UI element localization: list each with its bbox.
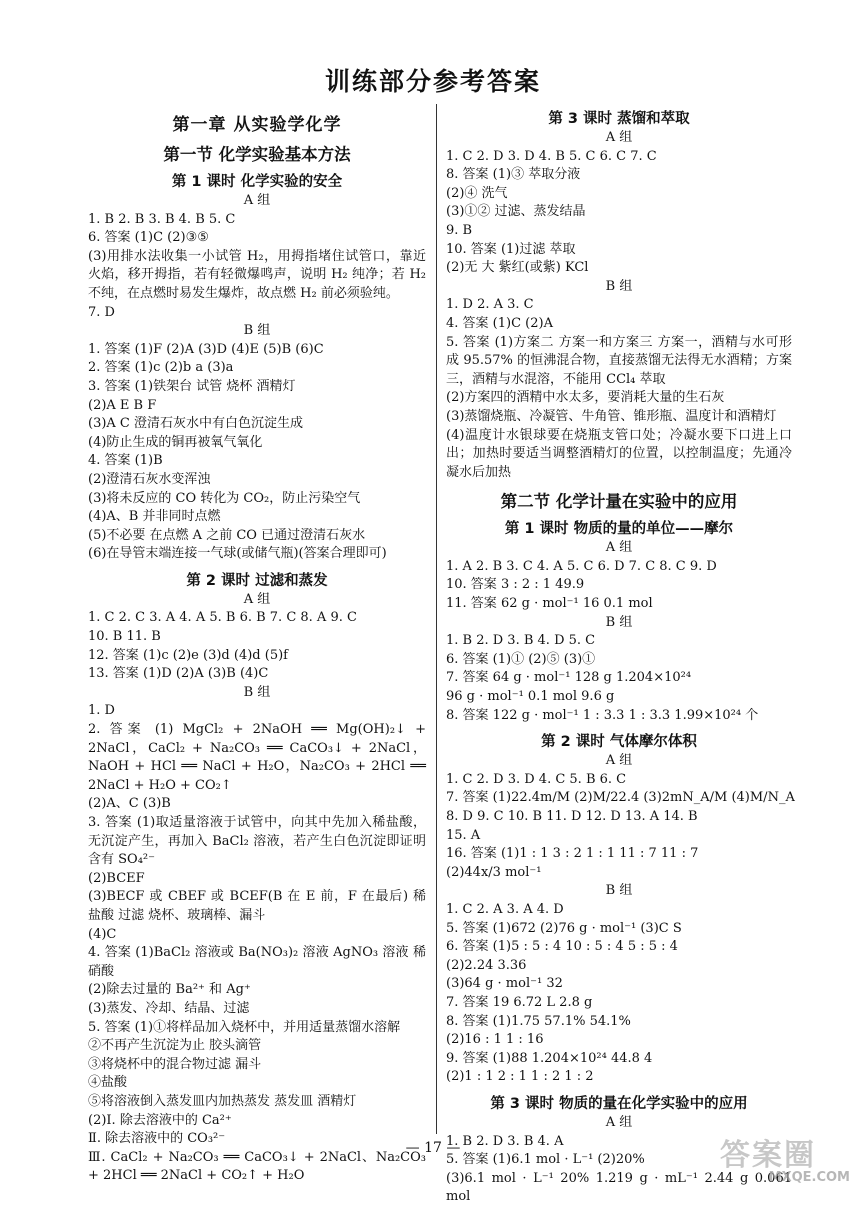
answer-line: ③将烧杯中的混合物过滤 漏斗 bbox=[88, 1056, 262, 1072]
answer-line: (3)①② 过滤、蒸发结晶 bbox=[446, 204, 586, 220]
section-heading: 第二节 化学计量在实验中的应用 bbox=[500, 492, 738, 512]
answer-line: 7. 答案 19 6.72 L 2.8 g bbox=[446, 994, 593, 1010]
answer-line: 1. C 2. A 3. A 4. D bbox=[446, 901, 564, 917]
answer-paragraph: 5. 答案 (1)方案二 方案一和方案三 方案一，酒精与水可形成 95.57% 的恒沸混合物，直接蒸馏无法得无水酒精；方案三，酒精与水混溶，不能用 CCl₄ 萃取 bbox=[446, 334, 792, 387]
group-label: B 组 bbox=[605, 614, 633, 630]
group-label: A 组 bbox=[243, 193, 271, 208]
answer-line: 8. 答案 (1)③ 萃取分液 bbox=[446, 167, 581, 183]
left-column bbox=[88, 102, 426, 1186]
watermark-text: 答案圈 bbox=[720, 1138, 816, 1173]
answer-line: 13. 答案 (1)D (2)A (3)B (4)C bbox=[88, 666, 269, 682]
answer-paragraph: 8. 答案 122 g · mol⁻¹ 1 : 3.3 1 : 3.3 1.99×10²⁴ 个 bbox=[446, 707, 759, 723]
answer-line: 1. D bbox=[88, 703, 115, 719]
answer-paragraph: 2. 答案 (1) MgCl₂ + 2NaOH ══ Mg(OH)₂↓ + 2NaCl，CaCl₂ + Na₂CO₃ ══ CaCO₃↓ + 2NaCl，NaOH + HCl ══ NaCl + H₂O，Na₂CO₃ + 2HCl ══ 2NaCl + H₂O + CO₂↑ bbox=[88, 722, 426, 793]
answer-line: 6. 答案 (1)5 : 5 : 4 10 : 5 : 4 5 : 5 : 4 bbox=[446, 939, 678, 955]
chapter-heading: 第一章 从实验学化学 bbox=[172, 115, 342, 135]
answer-line: 10. 答案 3 : 2 : 1 49.9 bbox=[446, 577, 585, 593]
answer-line: 9. B bbox=[446, 222, 473, 238]
answer-paragraph: Ⅲ. CaCl₂ + Na₂CO₃ ══ CaCO₃↓ + 2NaCl、Na₂CO₃ + 2HCl ══ 2NaCl + CO₂↑ + H₂O bbox=[88, 1149, 426, 1184]
answer-line: 15. A bbox=[446, 827, 481, 843]
answer-line: (2)BCEF bbox=[88, 870, 145, 886]
answer-paragraph: 4. 答案 (1)BaCl₂ 溶液或 Ba(NO₃)₂ 溶液 AgNO₃ 溶液 稀硝酸 bbox=[88, 945, 426, 979]
answer-line: 9. 答案 (1)88 1.204×10²⁴ 44.8 4 bbox=[446, 1050, 653, 1066]
answer-line: (2)除去过量的 Ba²⁺ 和 Ag⁺ bbox=[88, 982, 251, 998]
answer-paragraph: (3)用排水法收集一小试管 H₂，用拇指堵住试管口，靠近火焰，移开拇指，若有轻微爆鸣声，说明 H₂ 纯净；若 H₂ 不纯，在点燃时易发生爆炸，故点燃 H₂ 前必须验纯。 bbox=[88, 248, 426, 301]
answer-line: (2)2.24 3.36 bbox=[446, 957, 527, 973]
answer-line: (2)A、C (3)B bbox=[88, 796, 171, 812]
answer-line: 7. 答案 (1)22.4m/M (2)M/22.4 (3)2mN_A/M (4)M/N_A bbox=[446, 790, 795, 806]
answer-line: 8. 答案 (1)1.75 57.1% 54.1% bbox=[446, 1013, 631, 1029]
group-label: B 组 bbox=[243, 323, 271, 339]
lesson-heading: 第 2 课时 气体摩尔体积 bbox=[541, 734, 697, 751]
answer-line: 7. 答案 64 g · mol⁻¹ 128 g 1.204×10²⁴ bbox=[446, 670, 692, 686]
answer-line: 2. 答案 (1)c (2)b a (3)a bbox=[88, 360, 234, 376]
answer-paragraph: (6)在导管末端连接一气球(或储气瓶)(答案合理即可) bbox=[88, 546, 387, 562]
answer-line: (2)A E B F bbox=[88, 397, 157, 413]
answer-line: (2)④ 洗气 bbox=[446, 185, 508, 201]
lesson-heading: 第 1 课时 物质的量的单位——摩尔 bbox=[504, 521, 734, 538]
group-label: A 组 bbox=[605, 753, 633, 769]
answer-paragraph: (3)BECF 或 CBEF 或 BCEF(B 在 E 前，F 在最后) 稀盐酸 过滤 烧杯、玻璃棒、漏斗 bbox=[88, 889, 426, 923]
answer-line: 5. 答案 (1)672 (2)76 g · mol⁻¹ (3)C S bbox=[446, 920, 682, 936]
column-divider bbox=[436, 104, 437, 1134]
watermark-logo bbox=[720, 1130, 850, 1190]
answer-line: (5)不必要 在点燃 A 之前 CO 已通过澄清石灰水 bbox=[88, 527, 366, 543]
answer-line: 5. 答案 (1)6.1 mol · L⁻¹ (2)20% bbox=[446, 1152, 645, 1168]
answer-line: 1. C 2. C 3. A 4. A 5. B 6. B 7. C 8. A 9. C bbox=[88, 610, 357, 626]
section-heading: 第一节 化学实验基本方法 bbox=[163, 145, 351, 164]
answer-line: (2)Ⅰ. 除去溶液中的 Ca²⁺ bbox=[88, 1112, 232, 1128]
answer-line: 11. 答案 62 g · mol⁻¹ 16 0.1 mol bbox=[446, 596, 653, 612]
lesson-heading: 第 3 课时 蒸馏和萃取 bbox=[548, 111, 690, 127]
group-label: A 组 bbox=[243, 591, 271, 607]
answer-line: 16. 答案 (1)1 : 1 3 : 2 1 : 1 11 : 7 11 : 7 bbox=[446, 846, 699, 862]
answer-line: (4)C bbox=[88, 926, 117, 942]
answer-line: (3)64 g · mol⁻¹ 32 bbox=[446, 976, 563, 992]
answer-line: (2)无 大 紫红(或紫) KCl bbox=[446, 260, 589, 276]
answer-line: 96 g · mol⁻¹ 0.1 mol 9.6 g bbox=[446, 689, 615, 705]
answer-line: (2)澄清石灰水变浑浊 bbox=[88, 471, 211, 487]
answer-line: (3)蒸发、冷却、结晶、过滤 bbox=[88, 1000, 250, 1016]
answer-paragraph: 5. 答案 (1)①将样品加入烧杯中，并用适量蒸馏水溶解 bbox=[88, 1019, 401, 1035]
answer-line: (2)44x/3 mol⁻¹ bbox=[446, 864, 542, 880]
answer-line: Ⅱ. 除去溶液中的 CO₃²⁻ bbox=[88, 1131, 226, 1147]
group-label: A 组 bbox=[605, 540, 633, 556]
answer-line: (4)A、B 并非同时点燃 bbox=[88, 509, 221, 525]
group-label: A 组 bbox=[605, 130, 633, 145]
answer-line: ②不再产生沉淀为止 胶头滴管 bbox=[88, 1038, 262, 1054]
answer-line: 10. 答案 (1)过滤 萃取 bbox=[446, 241, 576, 257]
answer-line: 4. 答案 (1)C (2)A bbox=[446, 315, 553, 331]
group-label: B 组 bbox=[605, 883, 633, 899]
answer-line: 1. C 2. D 3. D 4. C 5. B 6. C bbox=[446, 771, 627, 787]
answer-line: 1. B 2. D 3. B 4. D 5. C bbox=[446, 633, 596, 649]
answer-line: 1. B 2. D 3. B 4. A bbox=[446, 1133, 564, 1149]
answer-line: 3. 答案 (1)铁架台 试管 烧杯 酒精灯 bbox=[88, 378, 296, 394]
right-column bbox=[446, 102, 795, 1207]
answer-line: 1. A 2. B 3. C 4. A 5. C 6. D 7. C 8. C 9. D bbox=[446, 558, 717, 574]
answer-line: 12. 答案 (1)c (2)e (3)d (4)d (5)f bbox=[88, 647, 288, 663]
answer-line: 4. 答案 (1)B bbox=[88, 453, 163, 469]
answer-line: 1. B 2. B 3. B 4. B 5. C bbox=[88, 211, 236, 227]
answer-paragraph: (3)6.1 mol · L⁻¹ 20% 1.219 g · mL⁻¹ 2.44 g 0.061 mol bbox=[446, 1170, 792, 1205]
page-title: 训练部分参考答案 bbox=[324, 67, 541, 96]
group-label: A 组 bbox=[605, 1114, 633, 1130]
answer-line: (3)将未反应的 CO 转化为 CO₂，防止污染空气 bbox=[88, 490, 361, 506]
answer-line: (2)方案四的酒精中水太多，要消耗大量的生石灰 bbox=[446, 390, 725, 406]
answer-line: ⑤将溶液倒入蒸发皿内加热蒸发 蒸发皿 酒精灯 bbox=[88, 1093, 357, 1109]
lesson-heading: 第 1 课时 化学实验的安全 bbox=[171, 174, 343, 190]
answer-paragraph: (3)蒸馏烧瓶、冷凝管、牛角管、锥形瓶、温度计和酒精灯 bbox=[446, 408, 777, 424]
lesson-heading: 第 2 课时 过滤和蒸发 bbox=[186, 572, 328, 589]
page-number: — 17 — bbox=[405, 1140, 461, 1156]
answer-line: 10. B 11. B bbox=[88, 629, 161, 645]
watermark-url: MXQE.COM bbox=[768, 1170, 850, 1185]
answer-line: 1. 答案 (1)F (2)A (3)D (4)E (5)B (6)C bbox=[88, 341, 324, 357]
answer-paragraph: 3. 答案 (1)取适量溶液于试管中，向其中先加入稀盐酸，无沉淀产生，再加入 BaCl₂ 溶液，若产生白色沉淀即证明含有 SO₄²⁻ bbox=[88, 815, 426, 868]
answer-line: (4)防止生成的铜再被氧气氧化 bbox=[88, 434, 263, 450]
answer-line: 6. 答案 (1)C (2)③⑤ bbox=[88, 230, 209, 246]
lesson-heading: 第 3 课时 物质的量在化学实验中的应用 bbox=[490, 1095, 748, 1112]
group-label: B 组 bbox=[605, 278, 633, 294]
answer-line: 7. D bbox=[88, 304, 115, 320]
answer-line: (2)16 : 1 1 : 16 bbox=[446, 1032, 544, 1048]
answer-line: (2)1 : 1 2 : 1 1 : 2 1 : 2 bbox=[446, 1069, 594, 1085]
answer-line: ④盐酸 bbox=[88, 1075, 128, 1091]
answer-line: 1. D 2. A 3. C bbox=[446, 297, 534, 313]
group-label: B 组 bbox=[243, 684, 271, 700]
answer-line: (3)A C 澄清石灰水中有白色沉淀生成 bbox=[88, 416, 304, 432]
answer-line: 8. D 9. C 10. B 11. D 12. D 13. A 14. B bbox=[446, 809, 698, 824]
answer-paragraph: (4)温度计水银球要在烧瓶支管口处；冷凝水要下口进上口出；加热时要适当调整酒精灯的位置，以控制温度；先通冷凝水后加热 bbox=[446, 427, 792, 480]
answer-line: 6. 答案 (1)① (2)⑤ (3)① bbox=[446, 651, 596, 667]
answer-line: 1. C 2. D 3. D 4. B 5. C 6. C 7. C bbox=[446, 148, 657, 164]
